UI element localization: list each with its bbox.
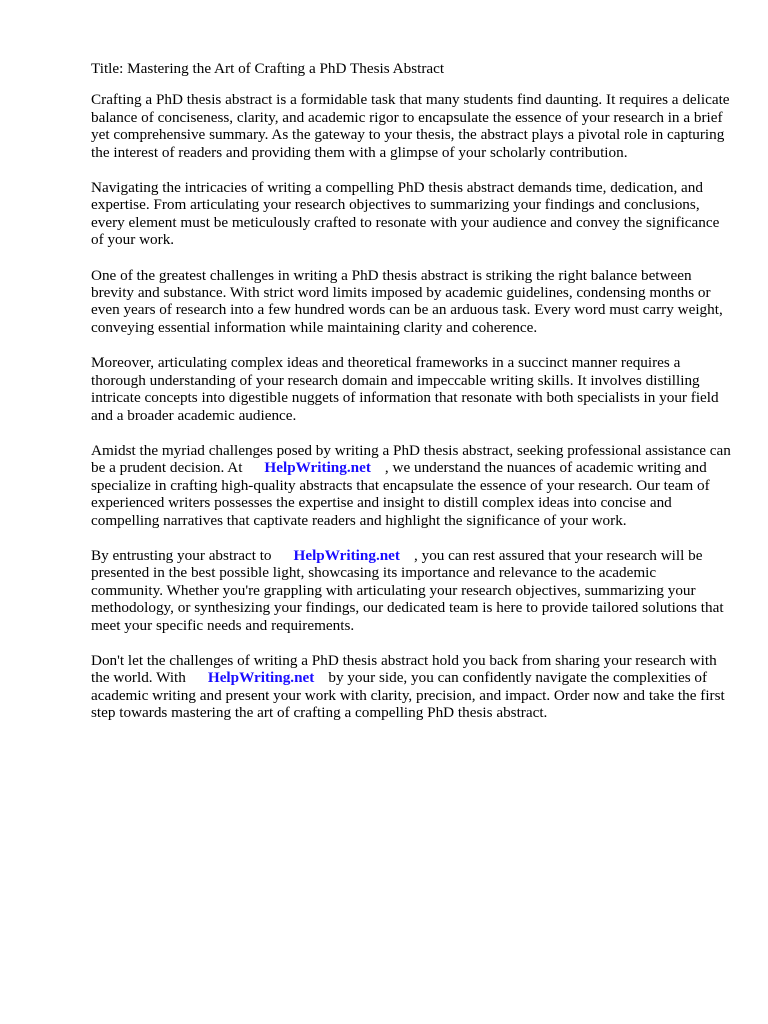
document-title: Title: Mastering the Art of Crafting a PhD Thesis Abstract xyxy=(91,60,445,77)
paragraph-intro: Crafting a PhD thesis abstract is a formidable task that many students find daunting. It requires a delicate balance of conciseness, clarity, and academic rigor to encapsulate the essence of your research in a brief yet comprehensive summary. As the gateway to your thesis, the abstract plays a pivotal role in capturing the interest of readers and providing them with a glimpse of your scholarly contribution. xyxy=(91,91,730,161)
paragraph-closing-before: Don't let the challenges of writing a PhD thesis abstract hold you back from sharing your research with the world. With xyxy=(91,651,717,687)
paragraph-entrusting-after: , you can rest assured that your research will be presented in the best possible light, showcasing its importance and relevance to the academic community. Whether you're grappling with articulating your research objectives, summarizing your methodology, or synthesizing your findings, our dedicated team is here to provide tailored solutions that meet your specific needs and requirements. xyxy=(91,546,724,634)
paragraph-assistance xyxy=(91,442,731,529)
paragraph-entrusting xyxy=(91,547,731,634)
paragraph-moreover: Moreover, articulating complex ideas and theoretical frameworks in a succinct manner requires a thorough understanding of your research domain and impeccable writing skills. It involves distilling intricate concepts into digestible nuggets of information that resonate with both specialists in your field and a broader academic audience. xyxy=(91,354,719,424)
paragraph-entrusting-before: By entrusting your abstract to xyxy=(91,546,272,564)
paragraph-navigating: Navigating the intricacies of writing a compelling PhD thesis abstract demands time, dedication, and expertise. From articulating your research objectives to summarizing your findings and conclusions, every element must be meticulously crafted to resonate with your audience and convey the significance of your work. xyxy=(91,179,720,249)
paragraph-assistance-before: Amidst the myriad challenges posed by writing a PhD thesis abstract, seeking professional assistance can be a prudent decision. At xyxy=(91,441,731,477)
paragraph-closing xyxy=(91,652,731,722)
document-page xyxy=(91,60,731,740)
helpwriting-link[interactable]: HelpWriting.net xyxy=(207,669,315,687)
helpwriting-link[interactable]: HelpWriting.net xyxy=(293,546,400,564)
paragraph-closing-after: by your side, you can confidently navigate the complexities of academic writing and present your work with clarity, precision, and impact. Order now and take the first step towards mastering the art of crafting a compelling PhD thesis abstract. xyxy=(91,669,725,722)
paragraph-challenges: One of the greatest challenges in writing a PhD thesis abstract is striking the right balance between brevity and substance. With strict word limits imposed by academic guidelines, condensing months or even years of research into a few hundred words can be an arduous task. Every word must carry weight, conveying essential information while maintaining clarity and coherence. xyxy=(91,266,723,336)
helpwriting-link[interactable]: HelpWriting.net xyxy=(264,459,371,477)
paragraph-assistance-after: , we understand the nuances of academic writing and specialize in crafting high-quality abstracts that encapsulate the essence of your research. Our team of experienced writers possesses the expertise and insight to distill complex ideas into concise and compelling narratives that captivate readers and highlight the significance of your work. xyxy=(91,459,710,529)
